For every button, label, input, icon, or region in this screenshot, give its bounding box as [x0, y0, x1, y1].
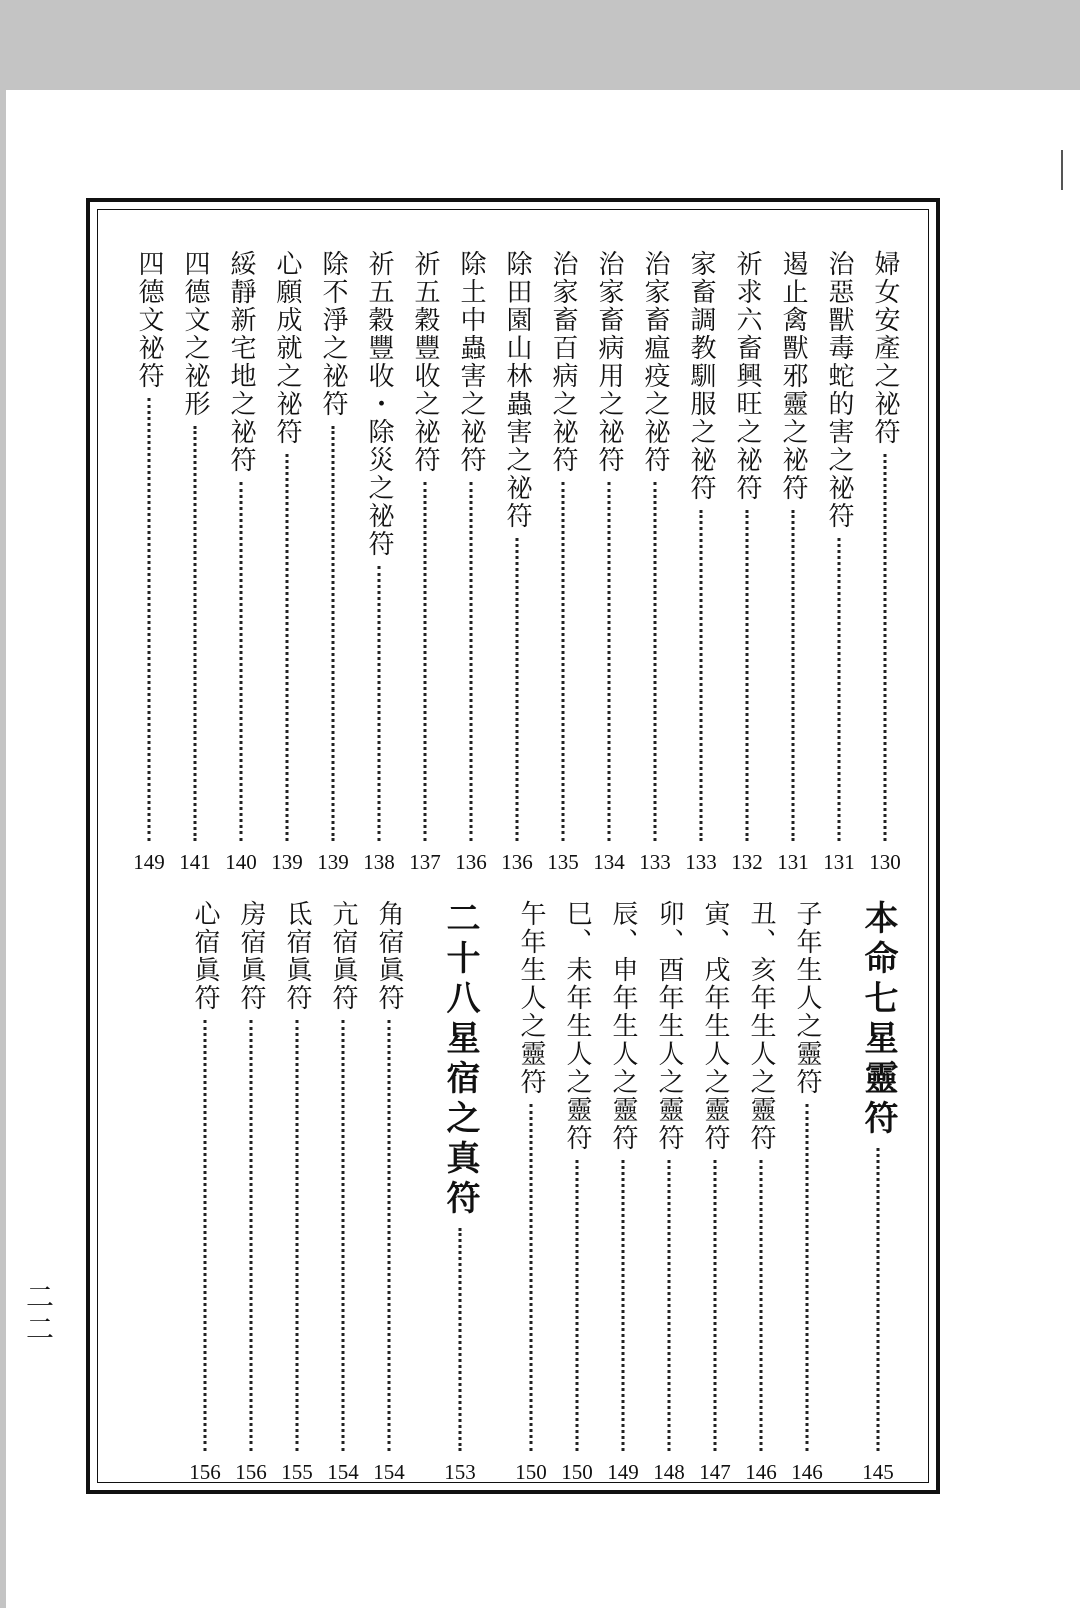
toc-entry[interactable]: [540, 250, 586, 875]
toc-entry[interactable]: [320, 900, 366, 1485]
toc-entry-title: 治家畜病用之祕符: [594, 250, 624, 474]
toc-entry[interactable]: [228, 900, 274, 1485]
toc-entry[interactable]: [182, 900, 228, 1485]
toc-entry[interactable]: [274, 900, 320, 1485]
column-spacer: [830, 900, 848, 1485]
toc-section-heading[interactable]: [848, 900, 908, 1485]
dot-leader: [760, 1160, 763, 1451]
dot-leader: [668, 1160, 671, 1451]
dot-leader: [424, 482, 427, 841]
column-spacer: [412, 900, 430, 1485]
page-marker: 二二: [22, 1282, 55, 1346]
toc-page-number: 135: [547, 850, 579, 874]
toc-entry[interactable]: [172, 250, 218, 875]
toc-page-number: 131: [823, 850, 855, 874]
dot-leader: [700, 510, 703, 841]
toc-page-number: 133: [639, 850, 671, 874]
toc-entry[interactable]: [724, 250, 770, 875]
toc-page-number: 140: [225, 850, 257, 874]
toc-page-number: 156: [189, 1460, 221, 1484]
toc-entry[interactable]: [126, 250, 172, 875]
toc-entry-title: 婦女安產之祕符: [870, 250, 900, 446]
toc-entry-title: 巳、未年生人之靈符: [562, 900, 592, 1152]
toc-entry-title: 丑、亥年生人之靈符: [746, 900, 776, 1152]
toc-entry-title: 氐宿眞符: [282, 900, 312, 1012]
section-heading-title: 二十八星宿之真符: [440, 900, 480, 1220]
dot-leader: [378, 566, 381, 841]
dot-leader: [342, 1020, 345, 1451]
toc-frame: [86, 198, 940, 1494]
toc-inner-frame: [97, 209, 929, 1483]
toc-entry-title: 子年生人之靈符: [792, 900, 822, 1096]
dot-leader: [792, 510, 795, 841]
scanned-page: [6, 90, 1080, 1608]
toc-entry[interactable]: [678, 250, 724, 875]
dot-leader: [516, 538, 519, 841]
toc-entry-title: 角宿眞符: [374, 900, 404, 1012]
toc-page-number: 139: [271, 850, 303, 874]
dot-leader: [838, 538, 841, 841]
dot-leader: [714, 1160, 717, 1451]
toc-entry[interactable]: [692, 900, 738, 1485]
toc-entry-title: 遏止禽獸邪靈之祕符: [778, 250, 808, 502]
dot-leader: [332, 426, 335, 841]
toc-entry[interactable]: [862, 250, 908, 875]
toc-entry-title: 心宿眞符: [190, 900, 220, 1012]
dot-leader: [622, 1160, 625, 1451]
dot-leader: [250, 1020, 253, 1451]
toc-entry-title: 亢宿眞符: [328, 900, 358, 1012]
toc-page-number: 148: [653, 1460, 685, 1484]
toc-page-number: 153: [444, 1460, 476, 1484]
toc-entry-title: 辰、申年生人之靈符: [608, 900, 638, 1152]
toc-page-number: 130: [869, 850, 901, 874]
toc-entry[interactable]: [402, 250, 448, 875]
toc-entry-title: 四德文祕符: [134, 250, 164, 390]
toc-entry-title: 家畜調教馴服之祕符: [686, 250, 716, 502]
toc-page-number: 154: [373, 1460, 405, 1484]
toc-page-number: 137: [409, 850, 441, 874]
toc-entry-title: 除田園山林蟲害之祕符: [502, 250, 532, 530]
toc-lower-section: [118, 900, 908, 1485]
dot-leader: [296, 1020, 299, 1451]
toc-entry[interactable]: [600, 900, 646, 1485]
toc-page-number: 149: [607, 1460, 639, 1484]
toc-page-number: 133: [685, 850, 717, 874]
toc-entry[interactable]: [738, 900, 784, 1485]
dot-leader: [562, 482, 565, 841]
toc-page-number: 141: [179, 850, 211, 874]
toc-page-number: 134: [593, 850, 625, 874]
toc-entry-title: 午年生人之靈符: [516, 900, 546, 1096]
dot-leader: [240, 482, 243, 841]
toc-entry[interactable]: [448, 250, 494, 875]
toc-entry-title: 除不淨之祕符: [318, 250, 348, 418]
toc-entry-title: 治惡獸毒蛇的害之祕符: [824, 250, 854, 530]
toc-page-number: 155: [281, 1460, 313, 1484]
toc-page-number: 149: [133, 850, 165, 874]
toc-page-number: 136: [501, 850, 533, 874]
dot-leader: [877, 1148, 880, 1451]
toc-entry-title: 寅、戌年生人之靈符: [700, 900, 730, 1152]
toc-entry[interactable]: [770, 250, 816, 875]
dot-leader: [204, 1020, 207, 1451]
binding-mark: [1061, 150, 1063, 190]
toc-entry-title: 治家畜瘟疫之祕符: [640, 250, 670, 474]
section-heading-title: 本命七星靈符: [858, 900, 898, 1140]
toc-entry-title: 祈五穀豐收・除災之祕符: [364, 250, 394, 558]
dot-leader: [459, 1228, 462, 1451]
toc-entry[interactable]: [632, 250, 678, 875]
toc-page-number: 145: [862, 1460, 894, 1484]
toc-entry-title: 治家畜百病之祕符: [548, 250, 578, 474]
toc-page-number: 132: [731, 850, 763, 874]
toc-entry[interactable]: [218, 250, 264, 875]
toc-entry-title: 祈五穀豐收之祕符: [410, 250, 440, 474]
toc-entry[interactable]: [784, 900, 830, 1485]
toc-entry-title: 心願成就之祕符: [272, 250, 302, 446]
dot-leader: [806, 1104, 809, 1451]
toc-page-number: 156: [235, 1460, 267, 1484]
toc-entry[interactable]: [264, 250, 310, 875]
toc-page-number: 146: [791, 1460, 823, 1484]
dot-leader: [654, 482, 657, 841]
toc-entry[interactable]: [508, 900, 554, 1485]
toc-entry[interactable]: [586, 250, 632, 875]
dot-leader: [286, 454, 289, 841]
toc-page-number: 146: [745, 1460, 777, 1484]
dot-leader: [576, 1160, 579, 1451]
dot-leader: [194, 426, 197, 841]
dot-leader: [884, 454, 887, 841]
toc-entry-title: 房宿眞符: [236, 900, 266, 1012]
dot-leader: [746, 510, 749, 841]
column-spacer: [490, 900, 508, 1485]
toc-entry[interactable]: [366, 900, 412, 1485]
toc-page-number: 150: [515, 1460, 547, 1484]
toc-entry[interactable]: [310, 250, 356, 875]
toc-section-heading[interactable]: [430, 900, 490, 1485]
dot-leader: [148, 398, 151, 841]
toc-entry[interactable]: [816, 250, 862, 875]
toc-page-number: 138: [363, 850, 395, 874]
toc-page-number: 139: [317, 850, 349, 874]
toc-page-number: 136: [455, 850, 487, 874]
toc-page-number: 147: [699, 1460, 731, 1484]
dot-leader: [470, 482, 473, 841]
toc-entry-title: 卯、酉年生人之靈符: [654, 900, 684, 1152]
toc-entry-title: 除土中蟲害之祕符: [456, 250, 486, 474]
dot-leader: [608, 482, 611, 841]
toc-entry[interactable]: [494, 250, 540, 875]
toc-entry[interactable]: [646, 900, 692, 1485]
toc-entry-title: 綏靜新宅地之祕符: [226, 250, 256, 474]
toc-entry-title: 祈求六畜興旺之祕符: [732, 250, 762, 502]
toc-entry[interactable]: [356, 250, 402, 875]
dot-leader: [388, 1020, 391, 1451]
dot-leader: [530, 1104, 533, 1451]
toc-upper-section: [118, 250, 908, 875]
toc-entry[interactable]: [554, 900, 600, 1485]
toc-page-number: 150: [561, 1460, 593, 1484]
toc-page-number: 154: [327, 1460, 359, 1484]
toc-page-number: 131: [777, 850, 809, 874]
toc-entry-title: 四德文之祕形: [180, 250, 210, 418]
